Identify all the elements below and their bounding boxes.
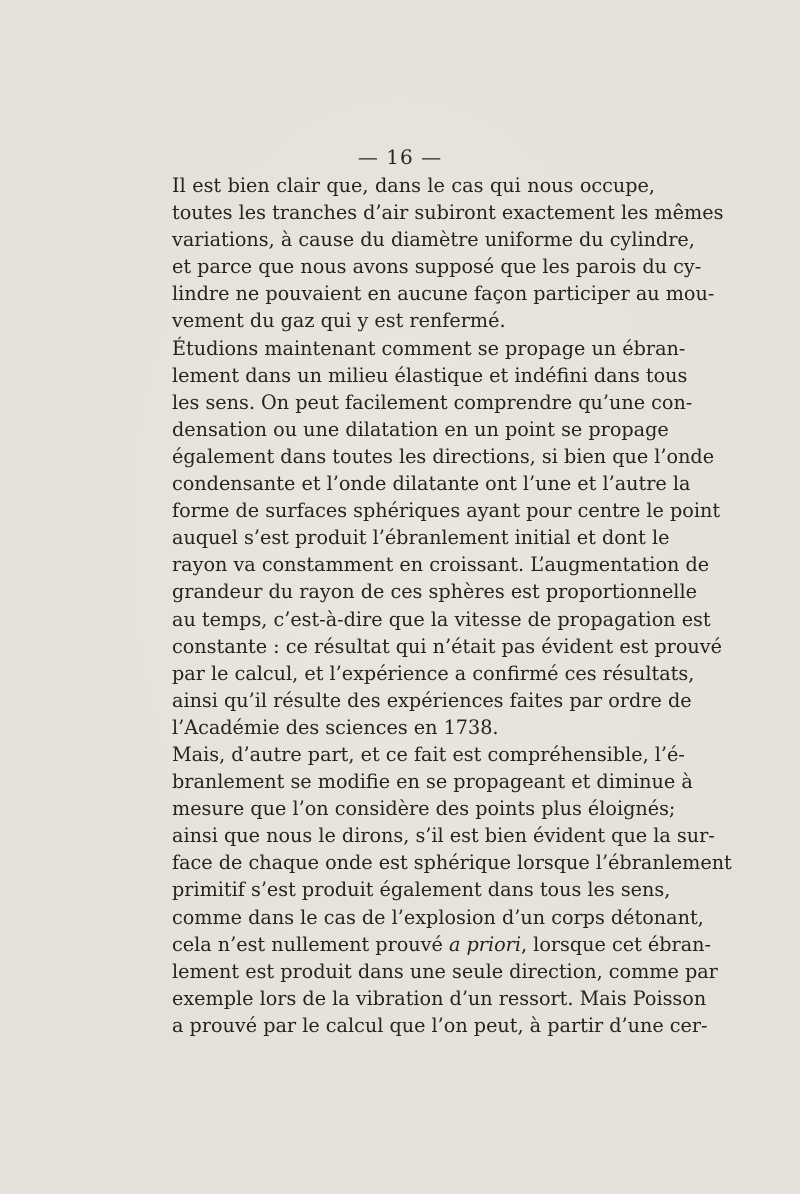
paragraph-3 <box>150 741 732 1039</box>
text-line: lement est produit dans une seule direction, comme par <box>172 959 718 983</box>
text-line: Il est bien clair que, dans le cas qui nous occupe, <box>172 174 655 197</box>
italic-phrase: a priori <box>448 932 521 956</box>
text-line: mesure que l’on considère des points plus éloignés; <box>172 797 676 821</box>
text-line: par le calcul, et l’expérience a confirmé ces résultats, <box>172 661 695 685</box>
text-line: vement du gaz qui y est renfermé. <box>172 309 506 333</box>
text-segment: cela n’est nullement prouvé <box>172 932 443 956</box>
text-line: également dans toutes les directions, si bien que l’onde <box>172 444 715 468</box>
text-line: condensante et l’onde dilatante ont l’une et l’autre la <box>172 472 691 496</box>
text-line: face de chaque onde est sphérique lorsque l’ébranlement <box>172 851 732 875</box>
text-line: toutes les tranches d’air subiront exactement les mêmes <box>172 201 724 225</box>
paragraph-2 <box>150 335 722 741</box>
text-line: densation ou une dilatation en un point se propage <box>172 417 669 441</box>
text-line: a prouvé par le calcul que l’on peut, à partir d’une cer- <box>172 1013 708 1037</box>
text-line: lindre ne pouvaient en aucune façon participer au mou- <box>172 282 715 306</box>
text-line: ainsi que nous le dirons, s’il est bien évident que la sur- <box>172 824 715 848</box>
text-line: primitif s’est produit également dans tous les sens, <box>172 878 671 902</box>
text-line: comme dans le cas de l’explosion d’un corps détonant, <box>172 905 704 929</box>
text-line: variations, à cause du diamètre uniforme du cylindre, <box>172 228 695 252</box>
text-line: ainsi qu’il résulte des expériences faites par ordre de <box>172 688 692 712</box>
text-line: au temps, c’est-à-dire que la vitesse de propagation est <box>172 607 711 631</box>
text-line: constante : ce résultat qui n’était pas évident est prouvé <box>172 634 722 658</box>
text-line: les sens. On peut facilement comprendre qu’une con- <box>172 390 693 414</box>
text-line: forme de surfaces sphériques ayant pour centre le point <box>172 499 721 523</box>
text-line: grandeur du rayon de ces sphères est proportionnelle <box>172 580 697 604</box>
page-number: — 16 — <box>357 145 443 169</box>
text-line: et parce que nous avons supposé que les parois du cy- <box>172 255 702 279</box>
body-text <box>150 172 732 1039</box>
text-segment: , lorsque cet ébran- <box>520 932 711 956</box>
text-line: lement dans un milieu élastique et indéfini dans tous <box>172 363 688 387</box>
text-line: exemple lors de la vibration d’un ressort. Mais Poisson <box>172 986 707 1010</box>
text-line: branlement se modifie en se propageant et diminue à <box>172 770 693 794</box>
text-line: auquel s’est produit l’ébranlement initial et dont le <box>172 526 670 550</box>
text-line: Mais, d’autre part, et ce fait est compréhensible, l’é- <box>172 742 685 766</box>
text-line: l’Académie des sciences en 1738. <box>172 715 499 739</box>
text-line: Étudions maintenant comment se propage un ébran- <box>172 336 686 360</box>
paragraph-1 <box>150 172 724 335</box>
text-line-with-italic <box>150 931 711 958</box>
text-line: rayon va constamment en croissant. L’augmentation de <box>172 553 710 577</box>
